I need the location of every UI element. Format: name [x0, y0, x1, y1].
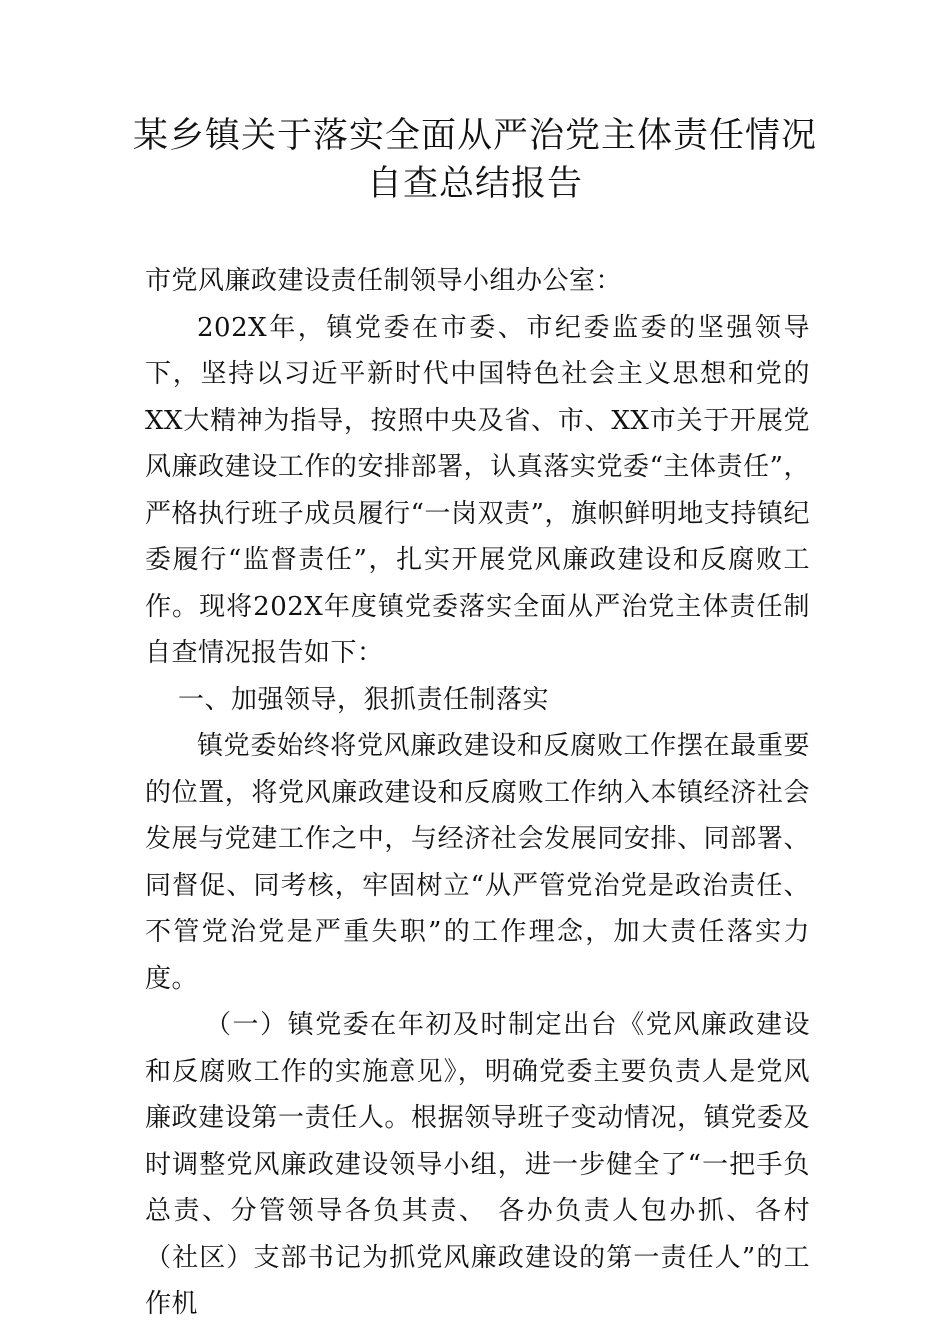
- salutation: 市党风廉政建设责任制领导小组办公室：: [145, 266, 623, 296]
- section-heading-1: 一、加强领导，狠抓责任制落实: [178, 684, 550, 715]
- document-body: [145, 258, 810, 1328]
- subsection-1-paragraph: （一）镇党委在年初及时制定出台《党风廉政建设和反腐败工作的实施意见》，明确党委主要负责人是党风廉政建设第一责任人。根据领导班子变动情况，镇党委及时调整党风廉政建设领导小组，进一步健全了“一把手负总责、分管领导各负其责、 各办负责人包办抓、各村（社区）支部书记为抓党风廉政建设的第一责任人”的工作机: [145, 1010, 810, 1319]
- document-title: 某乡镇关于落实全面从严治党主体责任情况自查总结报告: [132, 116, 817, 204]
- section-1-paragraph: 镇党委始终将党风廉政建设和反腐败工作摆在最重要的位置，将党风廉政建设和反腐败工作纳入本镇经济社会发展与党建工作之中，与经济社会发展同安排、同部署、同督促、同考核，牢固树立“从严管党治党是政治责任、不管党治党是严重失职”的工作理念，加大责任落实力度。: [145, 731, 810, 994]
- intro-paragraph: 202X年，镇党委在市委、市纪委监委的坚强领导下，坚持以习近平新时代中国特色社会主义思想和党的XX大精神为指导，按照中央及省、市、XX市关于开展党风廉政建设工作的安排部署，认真落实党委“主体责任”，严格执行班子成员履行“一岗双责”，旗帜鲜明地支持镇纪委履行“监督责任”，扎实开展党风廉政建设和反腐败工作。现将202X年度镇党委落实全面从严治党主体责任制自查情况报告如下：: [145, 312, 810, 668]
